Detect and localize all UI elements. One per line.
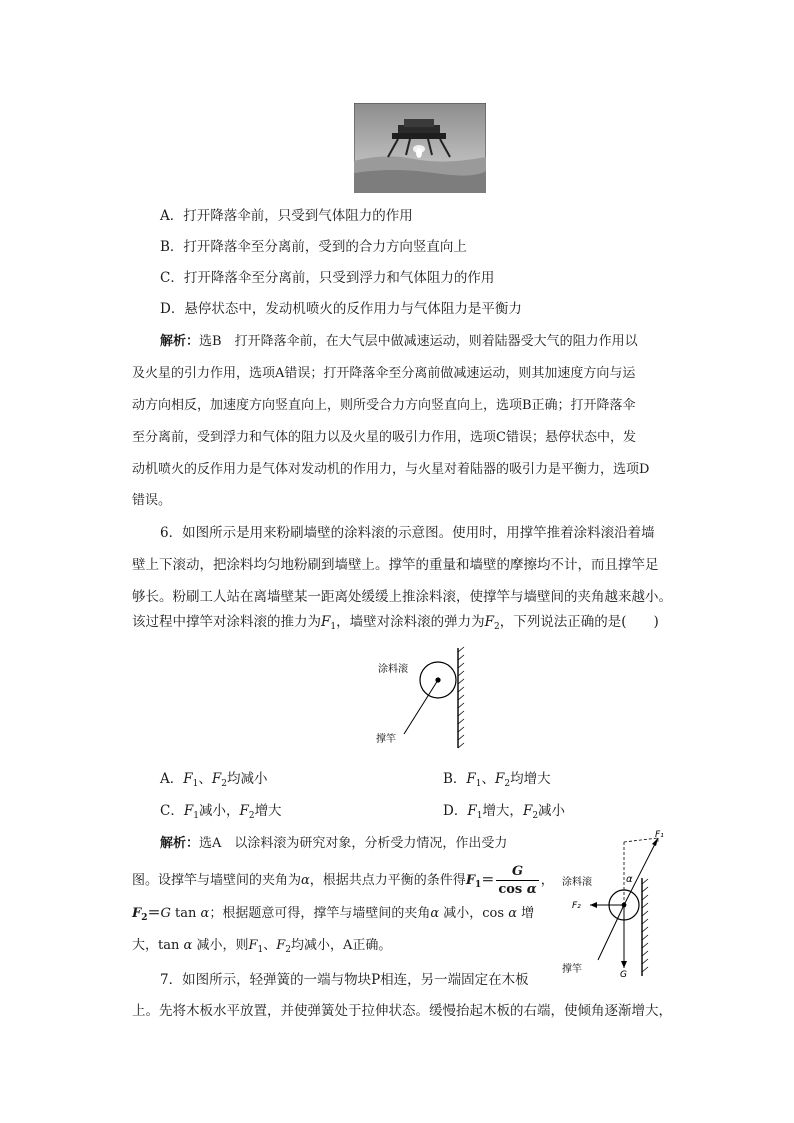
q6-option-c: C．$F_1$减小，$F_2$增大	[160, 803, 282, 821]
alpha-label: α	[626, 874, 633, 885]
q6-stem-line-1: 6．如图所示是用来粉刷墙壁的涂料滚的示意图。使用时，用撑竿推着涂料滚沿着墙	[160, 525, 655, 541]
f2-label: F₂	[572, 901, 581, 911]
pole-label-2: 撑竿	[562, 964, 582, 975]
q5-analysis-line-3: 动方向相反，加速度方向竖直向上，则所受合力方向竖直向上，选项B正确；打开降落伞	[132, 398, 636, 413]
roller-label: 涂料滚	[378, 664, 408, 675]
force-diagram	[560, 828, 672, 978]
q5-option-a: A．打开降落伞前，只受到气体阻力的作用	[160, 208, 413, 224]
q7-stem-line-1: 7．如图所示，轻弹簧的一端与物块P相连，另一端固定在木板	[160, 972, 529, 988]
q5-analysis-line-4: 至分离前，受到浮力和气体的阻力以及火星的吸引力作用，选项C错误；悬停状态中，发	[132, 430, 636, 445]
roller-label-2: 涂料滚	[562, 877, 592, 888]
q6-analysis-line-1: 解析：选A 以涂料滚为研究对象，分析受力情况，作出受力	[160, 836, 508, 851]
q5-option-d: D．悬停状态中，发动机喷火的反作用力与气体阻力是平衡力	[160, 301, 522, 317]
roller-diagram	[370, 644, 470, 754]
q6-analysis-line-3: $F_2=G$ tan α；根据题意可得，撑竿与墙壁间的夹角α 减小，cos α 增	[132, 906, 535, 923]
q6-option-b: B．$F_1$、$F_2$均增大	[443, 771, 551, 789]
q5-option-b: B．打开降落伞至分离前，受到的合力方向竖直向上	[160, 239, 467, 255]
q5-analysis-line-5: 动机喷火的反作用力是气体对发动机的作用力，与火星对着陆器的吸引力是平衡力，选项D	[132, 462, 650, 477]
q5-analysis-line-2: 及火星的引力作用，选项A错误；打开降落伞至分离前做减速运动，则其加速度方向与运	[132, 366, 636, 381]
lander-photo	[354, 103, 486, 193]
q6-stem-line-4: 该过程中撑竿对涂料滚的推力为$F_1$，墙壁对涂料滚的弹力为$F_2$，下列说法正确的是( )	[132, 614, 659, 632]
q5-analysis-line-6: 错误。	[132, 493, 172, 508]
q6-analysis-line-4: 大，tan α 减小，则$F_1$、$F_2$均减小，A正确。	[132, 938, 392, 955]
q6-option-d: D．$F_1$增大，$F_2$减小	[443, 803, 566, 821]
q6-analysis-line-2: 图。设撑竿与墙壁间的夹角为α，根据共点力平衡的条件得$F_1=$ $\frac{G}{\text{cos α}}$ ，	[132, 864, 554, 897]
q6-stem-line-2: 壁上下滚动，把涂料均匀地粉刷到墙壁上。撑竿的重量和墙壁的摩擦均不计，而且撑竿足	[132, 557, 659, 573]
q5-analysis-line-1: 解析：选B 打开降落伞前，在大气层中做减速运动，则着陆器受大气的阻力作用以	[160, 334, 638, 349]
g-label: G	[620, 970, 627, 978]
pole-label: 撑竿	[376, 734, 396, 745]
q7-stem-line-2: 上。先将木板水平放置，并使弹簧处于拉伸状态。缓慢抬起木板的右端，使倾角逐渐增大，	[132, 1003, 672, 1019]
q6-stem-line-3: 够长。粉刷工人站在离墙壁某一距离处缓缓上推涂料滚，使撑竿与墙壁间的夹角越来越小。	[132, 589, 672, 605]
q6-option-a: A．$F_1$、$F_2$均减小	[160, 771, 268, 789]
q5-option-c: C．打开降落伞至分离前，只受到浮力和气体阻力的作用	[160, 270, 495, 286]
f1-label: F₁	[655, 830, 664, 840]
